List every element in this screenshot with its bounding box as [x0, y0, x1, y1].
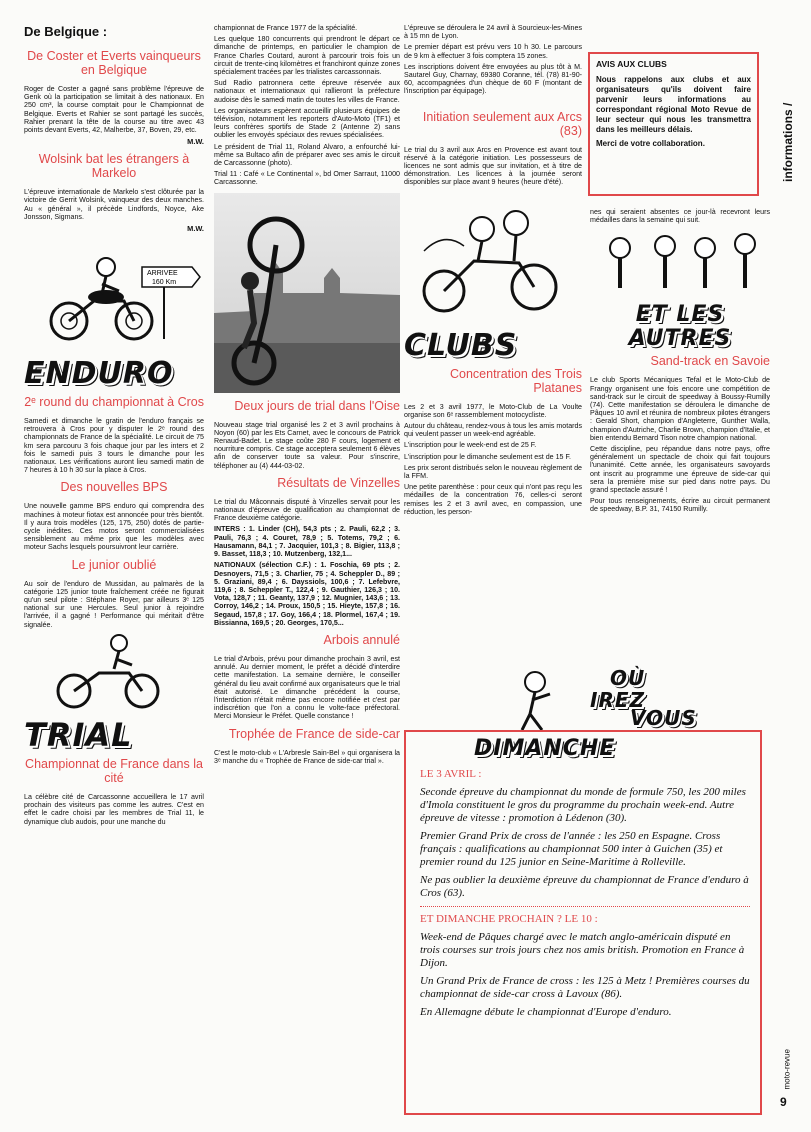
headline-oise: Deux jours de trial dans l'Oise — [234, 398, 400, 413]
ou-line-3: VOUS — [630, 706, 697, 730]
headline-trois-platanes: Concentration des Trois Platanes — [449, 366, 582, 395]
agenda-3-avril-1: Seconde épreuve du championnat du monde de formule 750, les 200 miles d'Imola constituent le gros du programme du prochain week-end. Autre épreuve de vitesse : promotion à Lédenon (30). — [420, 786, 746, 824]
article-vinzelles: Le trial du Mâconnais disputé à Vinzelles servait pour les nationaux d'épreuve de qualification au championnat de France deuxième catégorie. — [214, 497, 400, 523]
article-platanes: Une petite parenthèse : pour ceux qui n'ont pas reçu les médailles de la concentration 76, celles-ci seront remises les 2 et 3 avril avec, en compassion, une réduction, les person- — [404, 483, 582, 516]
rider-cartoon-drawing — [500, 664, 570, 734]
article-cros: Samedi et dimanche le gratin de l'enduro français se retrouvera à Cros pour y disputer le 2ᵉ round des championnats de France de la spécialité. Le circuit de 75 km sera parcouru 3 fois chaque jour par les inters et 2 fois le samedi puis 3 tours le dimanche pour les nationaux. Les vérifications auront lieu samedi matin de 7 heures à 10 h 30 sur la place à Cros. — [24, 417, 204, 475]
article-sand-track: Cette discipline, peu répandue dans notre pays, offre généralement un spectacle de choix qui fait toujours l'unanimité. Cette année, les organisateurs savoyards ont inscrit au programme une épreuve de side-car qui sera la première mise sur pied dans notre pays. Du grand spectacle assuré ! — [590, 445, 770, 495]
headline-bps: Des nouvelles BPS — [60, 480, 168, 495]
country-heading: De Belgique : — [24, 24, 108, 39]
article-arbois: Le trial d'Arbois, prévu pour dimanche prochain 3 avril, est annulé. Au dernier moment, le préfet a décidé d'interdire cette manifestation. La semaine dernière, le conseiller général du lieu avait confirmé aux organisateurs que le trial était autorisé. Le dimanche précédent la course, l'interdiction n'était même pas encore notifiée et c'est par indiscrétion que l'on a connu le volte-face préfectoral. Merci Monsieur le Préfet. Quelle constance ! — [214, 654, 400, 721]
headline-wolsink: Wolsink bat les étrangers à Markelo — [38, 152, 190, 181]
article-wolsink: L'épreuve internationale de Markelo s'est clôturée par la victoire de Gerrit Wolsink, vainqueur des deux manches. Au « général », il précède Lindfords, Noyce, Ake Jonsson, Sigmans. — [24, 188, 204, 221]
notice-title: AVIS AUX CLUBS — [596, 59, 667, 69]
article-platanes: Les prix seront distribués selon le nouveau règlement de la FFM. — [404, 463, 582, 481]
headline-vinzelles: Résultats de Vinzelles — [277, 475, 400, 490]
headline-de-coster: De Coster et Everts vainqueurs en Belgique — [27, 49, 201, 77]
ou-line-4: DIMANCHE — [474, 736, 616, 761]
autres-illustration — [590, 228, 770, 352]
article-sand-track: Le club Sports Mécaniques Tefal et le Moto-Club de Frangy organisent une fois encore une compétition de sand-track sur le circuit de speedway à Boussy-Rumilly (74). Cette manifestation se déroulera le dimanche de Pâques 10 avril et réunira de nombreux pilotes étrangers : Gerald Short, champion d'Angleterre, Gunther Walla, champion d'Autriche, Charlie Brown, champion d'Italie, et bien entendu Bernard Tison notre champion national. — [590, 376, 770, 442]
article-side-car-cont: L'épreuve se déroulera le 24 avril à Sourcieux-les-Mines à 15 mn de Lyon. — [404, 24, 582, 41]
enduro-rider-drawing — [24, 239, 204, 349]
enduro-illustration — [24, 239, 204, 392]
subhead-3-avril: LE 3 AVRIL : — [420, 768, 482, 780]
headline-arbois: Arbois annulé — [323, 632, 400, 647]
sign-text-top: ARRIVEE — [147, 270, 178, 278]
article-platanes-cont: nes qui seraient absentes ce jour-là recevront leurs médailles dans la semaine qui suit. — [590, 208, 770, 225]
ou-line-2: IREZ — [590, 688, 646, 712]
headline-side-car: Trophée de France de side-car — [228, 726, 400, 741]
results-inters: INTERS : 1. Linder (CH), 54,3 pts ; 2. Pauli, 62,2 ; 3. Pauli, 76,3 ; 4. Couret, 78,9 ; 5. Totems, 79,2 ; 6. Hausamann, 84,1 ; 7. Jacquier, 101,3 ; 8. Bigier, 113,8 ; 9. Basset, 118,3 ; 10. Mutzenberg, 132,1... — [214, 525, 400, 559]
article-side-car-cont: Les inscriptions doivent être envoyées au plus tôt à M. Sautarel Guy, Charnay, 69380 Coranne, tél. (78) 81-90-60, accompagnées d'un chèque de 60 F (montant de l'inscription par équipage). — [404, 62, 582, 96]
group-figures-drawing — [590, 228, 770, 298]
article-carcassonne-cont: championnat de France 1977 de la spécialité. — [214, 24, 358, 32]
subhead-10-avril: ET DIMANCHE PROCHAIN ? LE 10 : — [420, 913, 598, 925]
section-label: informations / — [781, 102, 795, 182]
article-carcassonne-cont: Le président de Trial 11, Roland Alvaro, a enfourché lui-même sa Bultaco afin de préparer avec ses amis le circuit de Carcassonne (photo). — [214, 142, 400, 168]
article-arcs: Le trial du 3 avril aux Arcs en Provence est avant tout réservé à la catégorie initiation. Les possesseurs de licences ne sont admis que sur invitation, et à titre de démonstration. Les licences à la journée seront disponibles sur place avant 9 heures (heure d'été). — [404, 145, 582, 187]
trial-title: TRIAL — [24, 715, 133, 754]
article-platanes: Autour du château, rendez-vous à tous les amis motards qui veulent passer un week-end agréable. — [404, 422, 582, 439]
clubs-title: CLUBS — [404, 327, 518, 363]
article-side-car: C'est le moto-club « L'Arbresle Sain-Bel » qui organisera la 3ᵉ manche du « Trophée de France de side-car trial ». — [214, 748, 400, 765]
article-sand-track: Pour tous renseignements, écrire au circuit permanent de speedway, B.P. 31, 74150 Rumilly. — [590, 497, 770, 514]
article-platanes: Les 2 et 3 avril 1977, le Moto-Club de La Voulte organise son 6ᵉ rassemblement motocycliste. — [404, 402, 582, 419]
article-carcassonne-cont: Les quelque 180 concurrents qui prendront le départ ce dimanche de printemps, en particulier le champion de France Charles Coutard, auront à parcourir trois fois un circuit de trente-cinq kilomètres et franchiront quinze zones spécialement tracées par les trialistes carcassonnais. — [214, 35, 400, 77]
article-carcassonne-cont: Trial 11 : Café « Le Continental », bd Omer Sarraut, 11000 Carcassonne. — [214, 170, 400, 187]
agenda-3-avril-2: Premier Grand Prix de cross de l'année : les 250 en Espagne. Cross français : qualifications au championnat 500 inter à Guichen (35) et premier round du 125 junior en Seine-Maritime à Rolleville. — [420, 830, 723, 868]
sign-text-bottom: 160 Km — [152, 279, 177, 287]
agenda-3-avril-3: Ne pas oublier la deuxième épreuve du championnat de France d'enduro à Cros (63). — [420, 874, 749, 899]
clubs-riders-drawing — [404, 191, 582, 321]
agenda-10-avril-2: Un Grand Prix de France de cross : les 125 à Metz ! Premières courses du championnat de side-car cross à Lavoux (86). — [420, 975, 750, 1000]
signature: M.W. — [187, 137, 204, 147]
notice-box — [588, 52, 759, 196]
article-carcassonne-cont: Les organisateurs espèrent accueillir plusieurs équipes de télévision, notamment les reporters d'Auto-Moto (TF1) et leurs confrères sportifs de Stade 2 (Antenne 2) sans oublier les envoyés spéciaux des revues spécialisées. — [214, 106, 400, 140]
headline-junior: Le junior oublié — [71, 557, 157, 572]
trial-rider-drawing — [24, 633, 204, 711]
article-side-car-cont: Le premier départ est prévu vers 10 h 30. Le parcours de 9 km à effectuer 3 fois comptera 15 zones. — [404, 43, 582, 60]
headline-carcassonne: Championnat de France dans la cité — [25, 756, 203, 785]
signature: M.W. — [187, 224, 204, 234]
photo-rider-carcassonne — [214, 193, 400, 393]
autres-title: ET LES AUTRES — [628, 302, 732, 352]
notice-thanks: Merci de votre collaboration. — [596, 139, 705, 148]
article-junior: Au soir de l'enduro de Mussidan, au palmarès de la catégorie 125 junior toute fraîchement créée ne figurait qu'un seul pilote : Stéphane Royer, par ailleurs 3ᵉ 125 national sur une Hercules. Seul junior à rejoindre l'arrivée, il a gagné ! Performance qui méritait d'être signalée. — [24, 579, 204, 629]
article-platanes: L'inscription pour le week-end est de 25 F. — [404, 441, 537, 450]
notice-text: Nous rappelons aux clubs et aux organisateurs qu'ils doivent faire parvenir leurs informations au correspondant régional Moto Revue de leur secteur qui nous les transmettra dans les meilleurs délais. — [596, 75, 751, 134]
article-carcassonne: La célèbre cité de Carcassonne accueillera le 17 avril prochain des visiteurs pas comme les autres. C'est en effet le cadre choisi par les membres de Trial 11, le dynamique club audois, pour une manche du — [24, 792, 204, 826]
headline-cros: 2ᵉ round du championnat à Cros — [24, 395, 204, 410]
magazine-name: moto-revue — [782, 1049, 792, 1090]
article-oise: Nouveau stage trial organisé les 2 et 3 avril prochains à Noyon (60) par les Ets Carnet, avec le concours de Patrick Renaud-Badet. Le stage coûte 280 F cours, logement et nourriture compris. Ce stage acceptera seulement 6 élèves afin de conserver toute sa valeur. Pour s'inscrire, téléphoner au (4) 444-03-02. — [214, 420, 400, 470]
article-carcassonne-cont: Sud Radio patronnera cette épreuve réservée aux nationaux et internationaux qui rallieront la préfecture audoise dès le samedi matin de toutes les villes de France. — [214, 79, 400, 104]
article-platanes: L'inscription pour le dimanche seulement est de 15 F. — [404, 452, 571, 461]
column-4 — [590, 208, 770, 517]
results-nationaux: NATIONAUX (sélection C.F.) : 1. Foschia, 69 pts ; 2. Desnoyers, 71,5 ; 3. Charlier, 75 ; 4. Scheppler D., 89 ; 5. Graziani, 89,4 ; 6. Dayssiols, 100,6 ; 7. Lefebvre, 119,6 ; 8. Scheppler T., 122,4 ; 9. Gauthier, 126,3 ; 10. Vota, 128,7 ; 11. Geanty, 137,9 ; 12. Mugnier, 143,6 ; 13. Corroy, 146,2 ; 14. Proux, 150,5 ; 15. Hieyte, 157,8 ; 16. Segaud, 157,8 ; 17. Goy, 166,4 ; 18. Plormel, 167,4 ; 19. Bissianna, 169,5 ; 20. Georges, 170,5... — [214, 561, 400, 627]
agenda-10-avril-1: Week-end de Pâques chargé avec le match anglo-américain disputé en trois courses sur trois jours chez nos amis british. Promotion en France à Dijon. — [420, 931, 745, 969]
article-de-coster: Roger de Coster a gagné sans problème l'épreuve de Genk où la participation se limitait à des nationaux. En 250 cm³, la course comptait pour le Championnat de Belgique. Everts et Rahier se sont partagé les succès, Rahier prenant la tête de la course au titre avec 43 points devant Everts, 42, Malherbe, 37, Boven, 29, etc. — [24, 85, 204, 135]
divider — [420, 906, 750, 907]
headline-arcs: Initiation seulement aux Arcs (83) — [422, 109, 582, 138]
column-1 — [24, 24, 204, 829]
ou-line-1: OÙ — [610, 666, 646, 690]
column-2 — [214, 24, 400, 768]
ou-irez-box — [404, 730, 762, 1115]
agenda-10-avril-3: En Allemagne débute le championnat d'Europe d'enduro. — [420, 1006, 672, 1018]
trial-illustration — [24, 633, 204, 754]
headline-sand-track: Sand-track en Savoie — [650, 354, 770, 369]
page-number: 9 — [780, 1095, 787, 1109]
article-bps: Une nouvelle gamme BPS enduro qui comprendra des machines à moteur fiotax est annoncée pour très bientôt. Il y aura trois modèles (125, 175, 250) dotés de partie-cycle inédites. Ces motos seront commercialisées sensiblement au même prix que les modèles avec moteur Sachs lesquels poursuivront leur carrière. — [24, 502, 204, 552]
enduro-title: ENDURO — [24, 356, 174, 392]
trial-photo — [214, 193, 400, 393]
clubs-illustration — [404, 191, 582, 361]
column-3 — [404, 24, 582, 519]
